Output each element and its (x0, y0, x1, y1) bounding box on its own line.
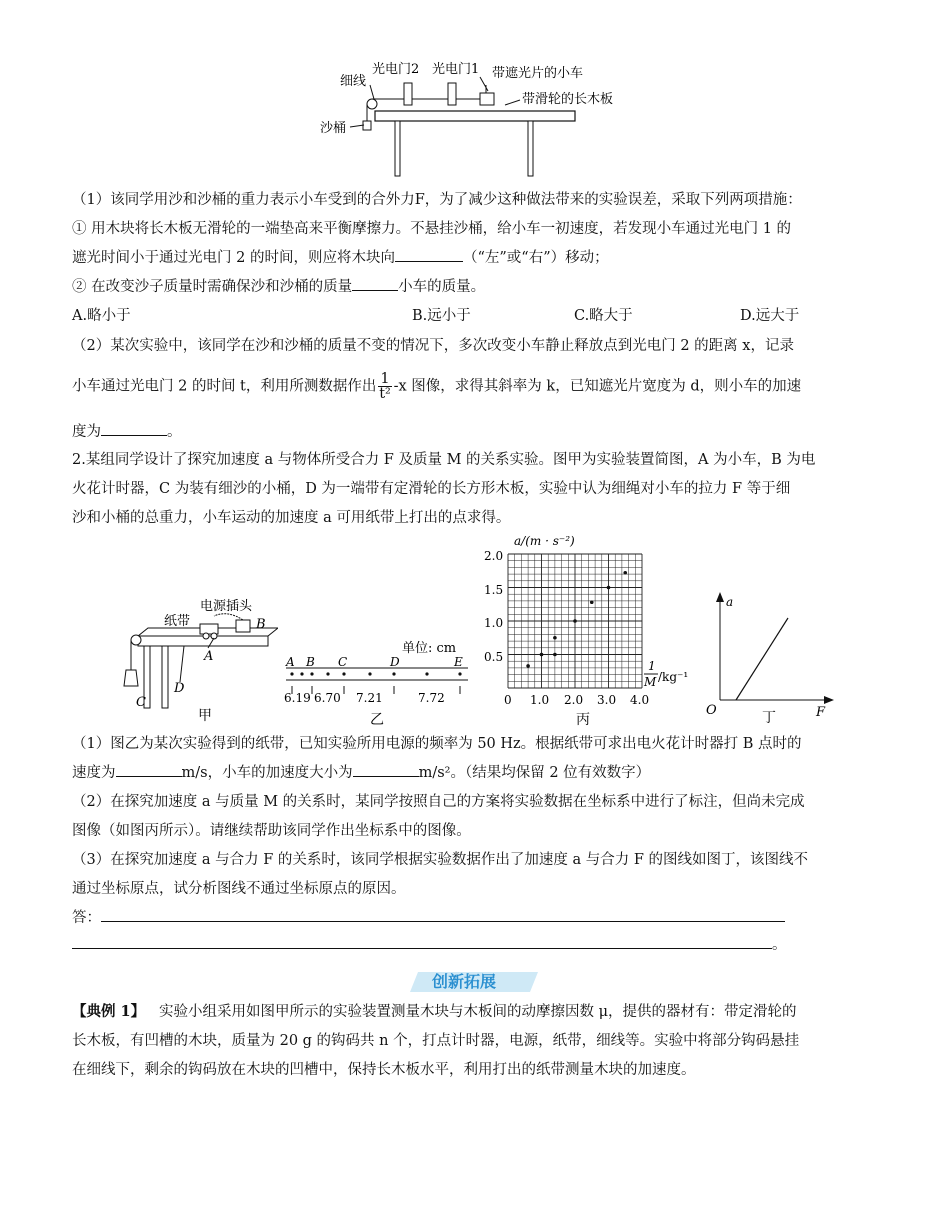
option-d[interactable]: D.远大于 (740, 308, 800, 324)
caption-ding: 丁 (762, 710, 776, 726)
q2-part2: （2）在探究加速度 a 与质量 M 的关系时，某同学按照自己的方案将实验数据在坐标系中进行了标注，但尚未完成 (72, 794, 805, 810)
figure-ding (700, 590, 840, 726)
q1-part1-intro: （1）该同学用沙和沙桶的重力表示小车受到的合外力F，为了减少这种做法带来的实验误差，采取下列两项措施： (72, 192, 802, 208)
data-point (607, 586, 611, 590)
tape-point-A: A (286, 655, 295, 669)
ding-y-label: a (726, 595, 734, 609)
answer-blank[interactable] (101, 421, 167, 436)
q2-part1: （1）图乙为某次实验得到的纸带，已知实验所用电源的频率为 50 Hz。根据纸带可求出电火花计时器打 B 点时的 (72, 736, 802, 752)
y-tick-1.0: 1.0 (484, 616, 504, 630)
tape-dot (425, 672, 428, 675)
label-A: A (204, 649, 214, 664)
data-point (553, 653, 557, 657)
label-gate2: 光电门2 (372, 62, 420, 77)
q2-part3-cont: 通过坐标原点，试分析图线不通过坐标原点的原因。 (72, 881, 406, 897)
tape-distance-3: 7.21 (356, 691, 383, 705)
tape-dot (310, 672, 313, 675)
photogate-2 (404, 83, 412, 105)
label-board: 带滑轮的长木板 (522, 92, 614, 107)
timer-B (236, 620, 250, 632)
q2-intro-end: 沙和小桶的总重力，小车运动的加速度 a 可用纸带上打出的点求得。 (72, 510, 511, 526)
photogate-1 (448, 83, 456, 105)
tape-point-E: E (454, 655, 463, 669)
answer-blank[interactable] (353, 762, 419, 777)
q1-measure2: ② 在改变沙子质量时需确保沙和沙桶的质量 小车的质量。 (72, 276, 485, 298)
tape-point-B: B (306, 655, 315, 669)
option-b[interactable]: B.远小于 (412, 308, 471, 324)
tape-dot (392, 672, 395, 675)
tape-distance-1: 6.19 (284, 691, 311, 705)
cart (480, 93, 494, 105)
ding-x-label: F (816, 705, 826, 720)
tape-unit: 单位: cm (402, 641, 457, 656)
long-board (375, 111, 575, 121)
fraction-1-over-t2: $\frac{1}{\text{t²}}$ (379, 371, 391, 402)
answer-blank[interactable] (72, 934, 772, 949)
label-bucket: 沙桶 (320, 121, 347, 136)
q1-part2: （2）某次实验中，该同学在沙和沙桶的质量不变的情况下，多次改变小车静止释放点到光电门 2 的距离 x，记录 (72, 338, 794, 354)
tape-dot (368, 672, 371, 675)
sand-bucket (363, 121, 371, 130)
cart-A (200, 624, 218, 634)
figure-yi-tape (282, 636, 472, 726)
label-gate1: 光电门1 (432, 62, 480, 77)
banner-title: 创新拓展 (432, 972, 497, 991)
label-cart: 带遮光片的小车 (492, 66, 584, 81)
data-point (623, 571, 627, 575)
bucket-C (124, 670, 138, 686)
x-tick-0: 0 (504, 693, 512, 707)
q1-measure1-cont: 遮光时间小于通过光电门 2 的时间，则应将木块向 （“左”或“右”）移动； (72, 247, 609, 269)
example1-line1: 【典例 1】 实验小组采用如图甲所示的实验装置测量木块与木板间的动摩擦因数 μ，提供的器材有：带定滑轮的 (72, 1003, 797, 1020)
y-axis-label: a/(m · s⁻²) (514, 534, 575, 548)
q2-intro-cont: 火花计时器，C 为装有细沙的小桶，D 为一端带有定滑轮的长方形木板，实验中认为细绳对小车的拉力 F 等于细 (72, 481, 791, 497)
label-C: C (136, 695, 146, 710)
q2-part2-cont: 图像（如图丙所示）。请继续帮助该同学作出坐标系中的图像。 (72, 823, 471, 839)
table-leg (528, 121, 533, 176)
pulley (367, 99, 377, 109)
figure-jia (118, 598, 278, 724)
q1-part2-end: 度为 。 (72, 421, 182, 443)
pulley (131, 635, 141, 645)
option-c[interactable]: C.略大于 (574, 308, 633, 324)
caption-bing: 丙 (576, 712, 590, 728)
data-point (540, 653, 544, 657)
q1-measure1: ① 用木块将长木板无滑轮的一端垫高来平衡摩擦力。不悬挂沙桶，给小车一初速度，若发现小车通过光电门 1 的 (72, 221, 792, 237)
answer-line-2: 。 (72, 934, 787, 956)
y-tick-0.5: 0.5 (484, 650, 504, 664)
table-leg (395, 121, 400, 176)
ding-origin: O (706, 703, 717, 718)
label-D: D (174, 681, 185, 696)
option-a[interactable]: A.略小于 (72, 308, 131, 324)
example1-tag: 【典例 1】 (72, 1003, 146, 1020)
x-tick-3.0: 3.0 (597, 693, 617, 707)
answer-blank[interactable] (101, 907, 785, 922)
label-tape: 纸带 (164, 614, 191, 629)
x-label-num: 1 (648, 659, 656, 673)
tape-distance-2: 6.70 (314, 691, 341, 705)
q2-part3: （3）在探究加速度 a 与合力 F 的关系时，该同学根据实验数据作出了加速度 a 与合力 F 的图线如图丁，该图线不 (72, 852, 809, 868)
y-tick-2.0: 2.0 (484, 549, 504, 563)
answer-blank[interactable] (116, 762, 182, 777)
table-leg (162, 646, 168, 708)
tape-dot (458, 672, 461, 675)
data-point (573, 619, 577, 623)
q2-intro: 2.某组同学设计了探究加速度 a 与物体所受合力 F 及质量 M 的关系实验。图甲为实验装置简图，A 为小车，B 为电 (72, 452, 816, 468)
photogate-apparatus-figure (320, 55, 640, 180)
label-line: 细线 (340, 74, 367, 89)
tape-dot (326, 672, 329, 675)
x-label-den: M (644, 675, 657, 689)
y-tick-1.5: 1.5 (484, 583, 504, 597)
x-tick-4.0: 4.0 (630, 693, 650, 707)
answer-blank[interactable] (395, 247, 463, 262)
x-tick-1.0: 1.0 (530, 693, 550, 707)
x-tick-2.0: 2.0 (564, 693, 584, 707)
caption-jia: 甲 (198, 708, 212, 724)
data-point (553, 636, 557, 640)
tape-dot (300, 672, 303, 675)
label-plug: 电源插头 (200, 599, 253, 614)
example1-line3: 在细线下，剩余的钩码放在木块的凹槽中，保持长木板水平，利用打出的纸带测量木块的加速度。 (72, 1062, 696, 1078)
tape-point-D: D (390, 655, 400, 669)
label-B: B (256, 617, 266, 632)
tape-dot (342, 672, 345, 675)
figure-bing-chart (478, 530, 688, 730)
tape-point-C: C (338, 655, 348, 669)
section-banner (410, 968, 540, 994)
a-F-line (736, 618, 788, 700)
caption-yi: 乙 (370, 712, 384, 726)
tape-dot (290, 672, 293, 675)
data-point (526, 664, 530, 668)
q1-part2-cont: 小车通过光电门 2 的时间 t，利用所测数据作出 $\frac{1}{\text{t²}}$ -x 图像，求得其斜率为 k，已知遮光片宽度为 d，则小车的加速 (72, 371, 802, 402)
tape-distance-4: 7.72 (418, 691, 445, 705)
data-point (590, 600, 594, 604)
q2-part1-cont: 速度为 m/s，小车的加速度大小为 m/s²。（结果均保留 2 位有效数字） (72, 762, 650, 784)
x-label-unit: /kg⁻¹ (658, 670, 688, 684)
example1-line2: 长木板，有凹槽的木块，质量为 20 g 的钩码共 n 个，打点计时器，电源，纸带，细线等。实验中将部分钩码悬挂 (72, 1033, 800, 1049)
answer-blank[interactable] (352, 276, 398, 291)
answer-line-1: 答： (72, 907, 785, 929)
